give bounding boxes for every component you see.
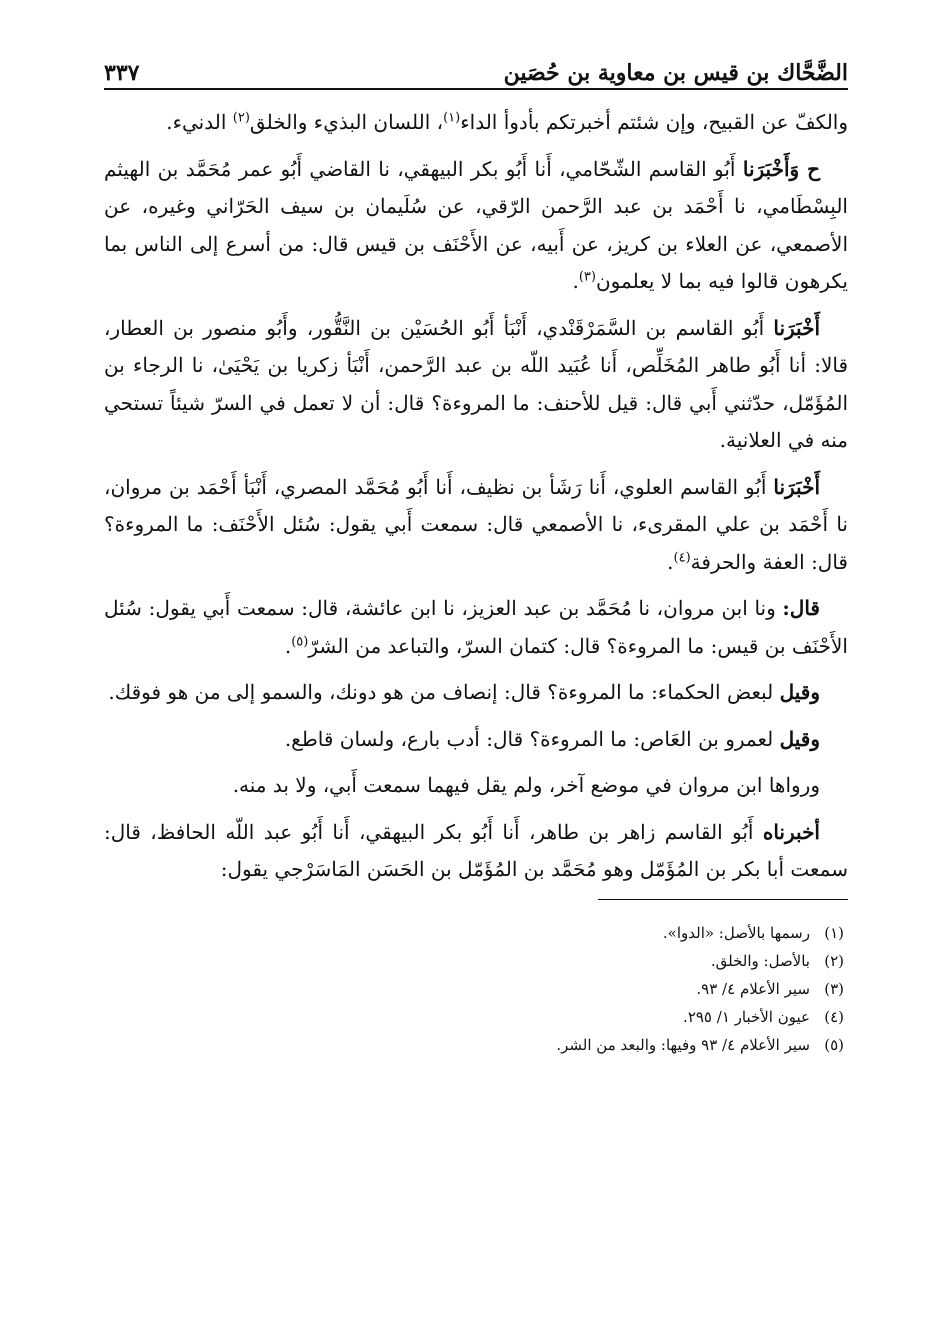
running-header bbox=[104, 50, 848, 90]
paragraph-lead: أخبرناه bbox=[762, 819, 820, 844]
paragraph-text: لعمرو بن العَاص: ما المروءة؟ قال: أدب بارع، ولسان قاطع. bbox=[284, 726, 780, 751]
footnote-text: سير الأعلام ٤/ ٩٣ وفيها: والبعد من الشر. bbox=[556, 1035, 810, 1054]
paragraph-text: الدنيء. bbox=[166, 110, 233, 134]
footnote-marker: (١) bbox=[443, 110, 461, 126]
paragraph bbox=[104, 469, 848, 582]
footnote-marker: (٤) bbox=[673, 549, 691, 565]
footnote-text: سير الأعلام ٤/ ٩٣. bbox=[696, 979, 810, 998]
paragraph-lead: وقيل bbox=[779, 680, 820, 704]
footnote-marker: (٣) bbox=[578, 269, 596, 285]
page-number: ٣٣٧ bbox=[104, 60, 140, 86]
paragraph bbox=[104, 721, 848, 759]
footnote-number: (٥) bbox=[824, 1035, 844, 1054]
footnote-number: (٢) bbox=[824, 951, 844, 970]
footnote bbox=[104, 919, 844, 947]
book-page bbox=[104, 50, 848, 1059]
paragraph-text: . bbox=[667, 549, 674, 574]
paragraph bbox=[104, 767, 848, 805]
footnote-number: (٤) bbox=[824, 1007, 844, 1026]
running-title: الضَّحَّاك بن قيس بن معاوية بن حُصَين bbox=[503, 60, 848, 86]
footnote-marker: (٥) bbox=[291, 633, 309, 649]
paragraph-text: أَبُو القاسم الشّحّامي، أَنا أَبُو بكر البيهقي، نا القاضي أَبُو عمر مُحَمَّد بن الهيثم البِسْطَامي، نا أَحْمَد بن عبد الرَّحمن الرّقي، عن سُلَيمان بن سيف الحَرّاني وغيره، عن الأصمعي، عن العلاء بن كريز، عن أَبيه، عن الأَحْنَف بن قيس قال: من أسرع إلى الناس بما يكرهون قالوا فيه بما لا يعلمون bbox=[104, 156, 848, 293]
paragraph bbox=[104, 104, 848, 142]
paragraph-text: ، اللسان البذيء والخلق bbox=[249, 110, 444, 134]
paragraph-lead: وقيل bbox=[779, 726, 820, 751]
paragraph-lead: ح وَأَخْبَرَنا bbox=[742, 156, 821, 181]
footnote-number: (٣) bbox=[824, 979, 844, 998]
paragraph bbox=[104, 590, 848, 665]
footnote-separator bbox=[104, 899, 848, 901]
paragraph-lead: أَخْبَرَنا bbox=[773, 315, 821, 340]
paragraph bbox=[104, 674, 848, 712]
paragraph-text: . bbox=[572, 269, 579, 293]
paragraph-lead: قال: bbox=[782, 596, 820, 620]
paragraph-text: أَبُو القاسم بن السَّمَرْقَنْدي، أَنْبَأ أَبُو الحُسَيْن بن النَّقُّور، وأَبُو منصور بن العطار، قالا: أنا أَبُو طاهر المُخَلِّص، أَنا عُبَيد اللّه بن عبد الرَّحمن، أَنْبَأ زكريا بن يَحْيَىٰ، نا الرجاء بن المُؤَمّل، حدّثني أَبي قال: قيل للأحنف: ما المروءة؟ قال: أن لا تعمل في السرّ شيئاً تستحي منه في العلانية. bbox=[104, 315, 848, 452]
paragraph bbox=[104, 814, 848, 889]
paragraph-text: ونا ابن مروان، نا مُحَمَّد بن عبد العزيز، نا ابن عائشة، قال: سمعت أَبي يقول: سُئل الأَحْنَف بن قيس: ما المروءة؟ قال: كتمان السرّ، والتباعد من الشرّ bbox=[104, 596, 848, 658]
main-text bbox=[104, 104, 848, 889]
paragraph-text: . bbox=[284, 633, 292, 658]
paragraph-text: ورواها ابن مروان في موضع آخر، ولم يقل فيهما سمعت أَبي، ولا بد منه. bbox=[232, 773, 820, 797]
footnote-text: بالأصل: والخلق. bbox=[710, 951, 810, 970]
footnote-text: عيون الأخبار ١/ ٢٩٥. bbox=[683, 1007, 810, 1026]
footnote-marker: (٢) bbox=[232, 110, 250, 126]
footnote-text: رسمها بالأصل: «الدوا». bbox=[662, 923, 810, 942]
footnotes bbox=[104, 919, 848, 1059]
paragraph-text: أَبُو القاسم العلوي، أَنا رَشَأ بن نظيف، أَنا أَبُو مُحَمَّد المصري، أَنْبَأ أَحْمَد بن مروان، نا أَحْمَد بن علي المقرىء، نا الأصمعي قال: سمعت أَبي يقول: سُئل الأَحْنَف: ما المروءة؟ قال: العفة والحرفة bbox=[104, 474, 848, 574]
paragraph-text: أَبُو القاسم زاهر بن طاهر، أَنا أَبُو بكر البيهقي، أَنا أَبُو عبد اللّه الحافظ، قال: سمعت أبا بكر بن المُؤَمّل وهو مُحَمَّد بن المُؤَمّل بن الحَسَن المَاسَرْجي يقول: bbox=[104, 819, 848, 881]
paragraph-lead: أَخْبَرَنا bbox=[773, 474, 820, 499]
footnote bbox=[104, 947, 844, 975]
footnote bbox=[104, 1003, 844, 1031]
footnote-number: (١) bbox=[824, 923, 844, 942]
paragraph-text: والكفّ عن القبيح، وإن شئتم أخبرتكم بأدوأ الداء bbox=[460, 110, 848, 134]
footnote bbox=[104, 975, 844, 1003]
paragraph-text: لبعض الحكماء: ما المروءة؟ قال: إنصاف من هو دونك، والسمو إلى من هو فوقك. bbox=[108, 680, 780, 704]
paragraph bbox=[104, 151, 848, 301]
paragraph bbox=[104, 310, 848, 460]
footnote bbox=[104, 1031, 844, 1059]
